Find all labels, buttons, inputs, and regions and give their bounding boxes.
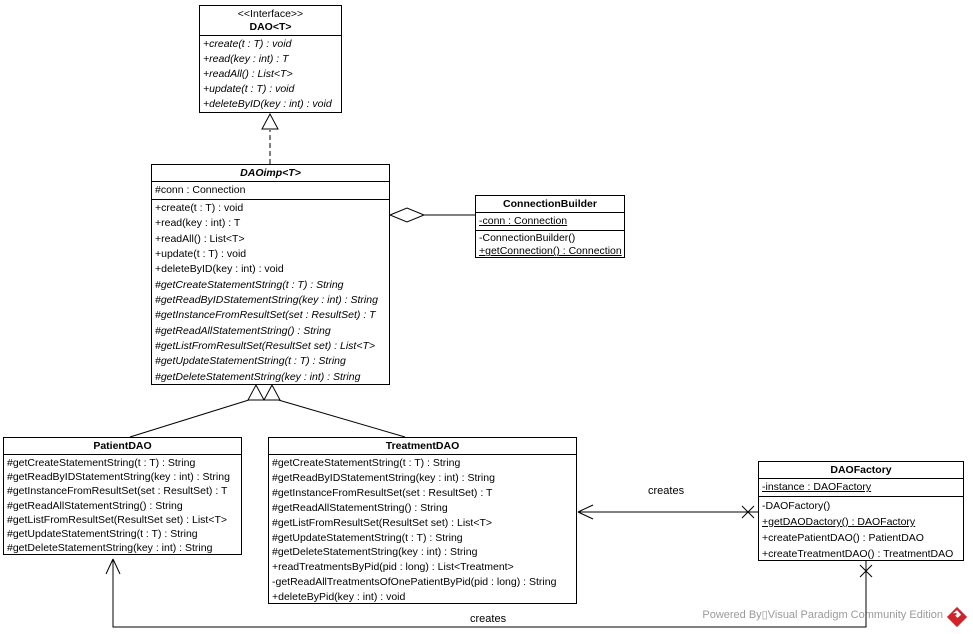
creates-label-patient: creates xyxy=(470,613,507,625)
member-row: #getReadAllStatementString() : String xyxy=(155,324,331,337)
class-box-dao-interface[interactable] xyxy=(199,5,342,113)
class-name: DAOFactory xyxy=(830,464,892,476)
stereotype-label: <<Interface>> xyxy=(237,8,304,20)
member-row: #getReadByIDStatementString(key : int) : String xyxy=(155,293,378,306)
attributes-compartment xyxy=(476,212,624,230)
class-box-treatment-dao[interactable] xyxy=(268,437,577,604)
class-name: PatientDAO xyxy=(93,440,152,452)
class-box-dao-factory[interactable] xyxy=(758,461,964,561)
member-row: +getDAODactory() : DAOFactory xyxy=(762,515,916,528)
member-row: +read(key : int) : T xyxy=(155,217,241,230)
member-row: #getReadAllStatementString() : String xyxy=(272,501,448,514)
member-row: +update(t : T) : void xyxy=(203,82,295,95)
attributes-compartment xyxy=(759,478,963,496)
creates-label-treatment: creates xyxy=(648,485,685,497)
creates-edge-factory-treatmentdao xyxy=(578,505,758,519)
methods-compartment xyxy=(476,230,624,260)
member-row: #getDeleteStatementString(key : int) : String xyxy=(272,546,478,559)
member-row: #getCreateStatementString(t : T) : String xyxy=(7,457,196,469)
class-name: DAO<T> xyxy=(249,21,292,33)
member-row: +deleteByPid(key : int) : void xyxy=(272,591,406,604)
x-cross-icon xyxy=(742,506,754,518)
member-row: #getInstanceFromResultSet(set : ResultSet) : T xyxy=(7,485,228,498)
powered-by-text: Powered By▯Visual Paradigm Community Edition xyxy=(702,609,943,621)
member-row: #getListFromResultSet(ResultSet set) : List<T> xyxy=(155,340,376,352)
x-cross-icon xyxy=(860,565,872,577)
member-row: -DAOFactory() xyxy=(762,499,831,512)
hollow-diamond-icon xyxy=(390,208,424,222)
class-name: ConnectionBuilder xyxy=(503,198,597,210)
member-row: +create(t : T) : void xyxy=(155,201,244,214)
member-row: #getCreateStatementString(t : T) : String xyxy=(272,457,461,469)
aggregation-edge-daoimp-connectionbuilder xyxy=(390,208,475,222)
member-row: +create(t : T) : void xyxy=(203,38,292,50)
member-row: #getReadByIDStatementString(key : int) : String xyxy=(7,471,230,484)
member-row: -getReadAllTreatmentsOfOnePatientByPid(pid : long) : String xyxy=(272,576,557,589)
member-row: +getConnection() : Connection xyxy=(479,245,622,258)
member-row: +update(t : T) : void xyxy=(155,247,247,260)
class-title xyxy=(200,6,341,35)
member-row: #getCreateStatementString(t : T) : String xyxy=(155,278,344,291)
generalization-edge-treatmentdao-daoimp xyxy=(264,385,405,437)
member-row: #getInstanceFromResultSet(set : ResultSet) : T xyxy=(155,309,376,322)
member-row: -conn : Connection xyxy=(479,215,568,227)
member-row: +read(key : int) : T xyxy=(203,52,289,65)
hollow-triangle-icon xyxy=(264,385,280,400)
methods-compartment xyxy=(269,454,576,606)
generalization-edge-patientdao-daoimp xyxy=(130,385,264,437)
realization-edge-daoimp-dao xyxy=(262,114,278,164)
visual-paradigm-logo-icon xyxy=(946,606,968,628)
hollow-triangle-icon xyxy=(248,385,264,400)
member-row: -ConnectionBuilder() xyxy=(479,231,576,244)
class-box-patient-dao[interactable] xyxy=(3,437,242,555)
open-arrow-icon xyxy=(106,559,120,574)
member-row: #getReadByIDStatementString(key : int) : String xyxy=(272,471,495,484)
methods-compartment xyxy=(200,35,341,113)
class-box-daoimp[interactable] xyxy=(151,164,390,385)
member-row: -instance : DAOFactory xyxy=(762,481,872,493)
methods-compartment xyxy=(152,199,389,386)
hollow-triangle-icon xyxy=(262,114,278,129)
member-row: +deleteByID(key : int) : void xyxy=(155,263,284,276)
member-row: +readTreatmentsByPid(pid : long) : List<Treatment> xyxy=(272,561,514,574)
member-row: +readAll() : List<T> xyxy=(155,232,245,245)
member-row: #getInstanceFromResultSet(set : ResultSet) : T xyxy=(272,486,493,499)
class-name: TreatmentDAO xyxy=(385,440,460,452)
member-row: #getDeleteStatementString(key : int) : String xyxy=(155,370,361,383)
member-row: #getUpdateStatementString(t : T) : String xyxy=(7,528,198,541)
member-row: +readAll() : List<T> xyxy=(203,67,293,80)
attributes-compartment xyxy=(152,181,389,199)
member-row: #getReadAllStatementString() : String xyxy=(7,499,183,512)
methods-compartment xyxy=(4,454,241,556)
class-name: DAOimp<T> xyxy=(240,167,301,179)
member-row: #getListFromResultSet(ResultSet set) : List<T> xyxy=(7,513,228,526)
member-row: #conn : Connection xyxy=(155,184,246,196)
member-row: #getUpdateStatementString(t : T) : String xyxy=(272,531,463,544)
member-row: +deleteByID(key : int) : void xyxy=(203,97,332,110)
member-row: #getListFromResultSet(ResultSet set) : List<T> xyxy=(272,516,493,529)
open-arrow-icon xyxy=(578,505,593,519)
member-row: #getDeleteStatementString(key : int) : String xyxy=(7,542,213,555)
member-row: +createPatientDAO() : PatientDAO xyxy=(762,531,924,544)
methods-compartment xyxy=(759,496,963,563)
class-box-connection-builder[interactable] xyxy=(475,195,625,258)
member-row: +createTreatmentDAO() : TreatmentDAO xyxy=(762,547,954,560)
member-row: #getUpdateStatementString(t : T) : String xyxy=(155,355,346,368)
